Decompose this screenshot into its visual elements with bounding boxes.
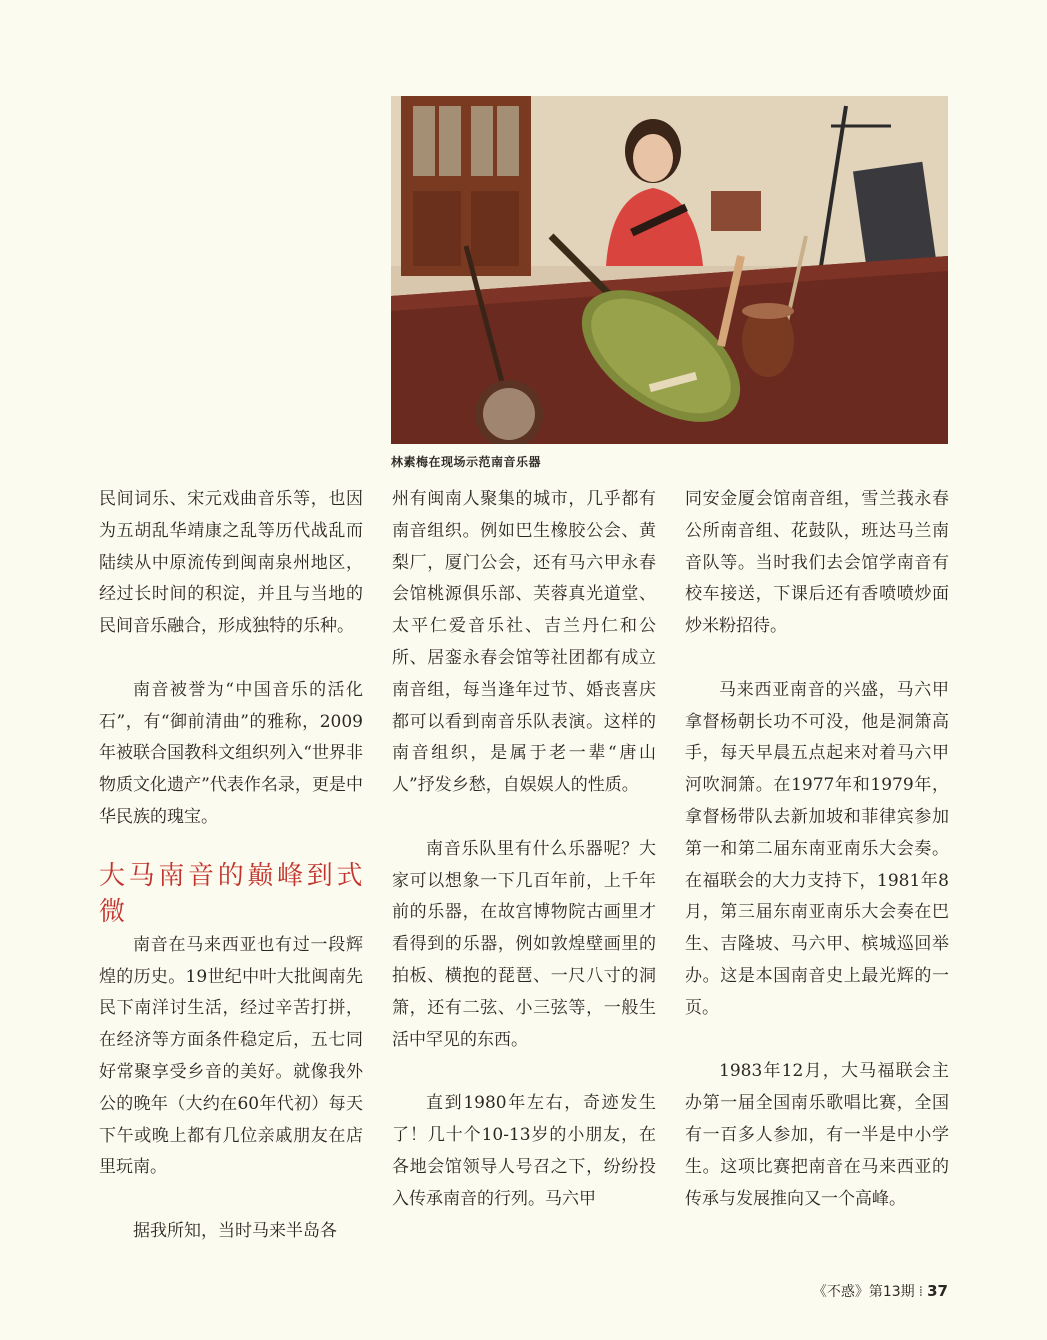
photo-caption: 林素梅在现场示范南音乐器 [391, 455, 542, 469]
text-column-1 [99, 484, 363, 1248]
paragraph: 直到1980年左右，奇迹发生了！几十个10-13岁的小朋友，在各地会馆领导人号召之下，纷纷投入传承南音的行列。马六甲 [392, 1093, 656, 1209]
paragraph: 同安金厦会馆南音组，雪兰莪永春公所南音组、花鼓队，班达马兰南音队等。当时我们去会馆学南音有校车接送，下课后还有香喷喷炒面炒米粉招待。 [685, 489, 949, 637]
text-column-2 [392, 484, 656, 1215]
page-footer [770, 1281, 948, 1301]
paragraph: 马来西亚南音的兴盛，马六甲拿督杨朝长功不可没，他是洞箫高手，每天早晨五点起来对着马六甲河吹洞箫。在1977年和1979年，拿督杨带队去新加坡和菲律宾参加第一和第二届东南亚南乐大会奏。在福联会的大力支持下，1981年8月，第三届东南亚南乐大会奏在巴生、吉隆坡、马六甲、槟城巡回举办。这是本国南音史上最光辉的一页。 [685, 679, 949, 1018]
page-number: 37 [927, 1282, 948, 1300]
paragraph: 南音乐队里有什么乐器呢？大家可以想象一下几百年前，上千年前的乐器，在故宫博物院古画里才看得到的乐器，例如敦煌壁画里的拍板、横抱的琵琶、一尺八寸的洞箫，还有二弦、小三弦等，一般生活中罕见的东西。 [392, 838, 656, 1050]
paragraph: 1983年12月，大马福联会主办第一届全国南乐歌唱比赛，全国有一百多人参加，有一半是中小学生。这项比赛把南音在马来西亚的传承与发展推向又一个高峰。 [685, 1061, 949, 1209]
paragraph: 民间词乐、宋元戏曲音乐等，也因为五胡乱华靖康之乱等历代战乱而陆续从中原流传到闽南泉州地区，经过长时间的积淀，并且与当地的民间音乐融合，形成独特的乐种。 [99, 489, 363, 637]
section-heading: 大马南音的巅峰到式微 [99, 860, 363, 927]
paragraph: 州有闽南人聚集的城市，几乎都有南音组织。例如巴生橡胶公会、黄梨厂，厦门公会，还有马六甲永春会馆桃源俱乐部、芙蓉真光道堂、太平仁爱音乐社、吉兰丹仁和公所、居銮永春会馆等社团都有成立南音组，每当逢年过节、婚丧喜庆都可以看到南音乐队表演。这样的南音组织，是属于老一辈“唐山人”抒发乡愁，自娱娱人的性质。 [392, 489, 656, 796]
paragraph: 南音在马来西亚也有过一段辉煌的历史。19世纪中叶大批闽南先民下南洋讨生活，经过辛苦打拼，在经济等方面条件稳定后，五七同好常聚享受乡音的美好。就像我外公的晚年（大约在60年代初）每天下午或晚上都有几位亲戚朋友在店里玩南。 [99, 934, 363, 1178]
article-photo [391, 96, 948, 444]
text-column-3 [685, 484, 949, 1215]
footer-separator: ⁞ [918, 1284, 924, 1300]
paragraph: 南音被誉为“中国音乐的活化石”，有“御前清曲”的雅称，2009年被联合国教科文组织列入“世界非物质文化遗产”代表作名录，更是中华民族的瑰宝。 [99, 679, 363, 827]
paragraph: 据我所知，当时马来半岛各 [133, 1220, 337, 1241]
photo-illustration [391, 96, 948, 444]
publication-name: 《不惑》第13期 [812, 1284, 915, 1300]
